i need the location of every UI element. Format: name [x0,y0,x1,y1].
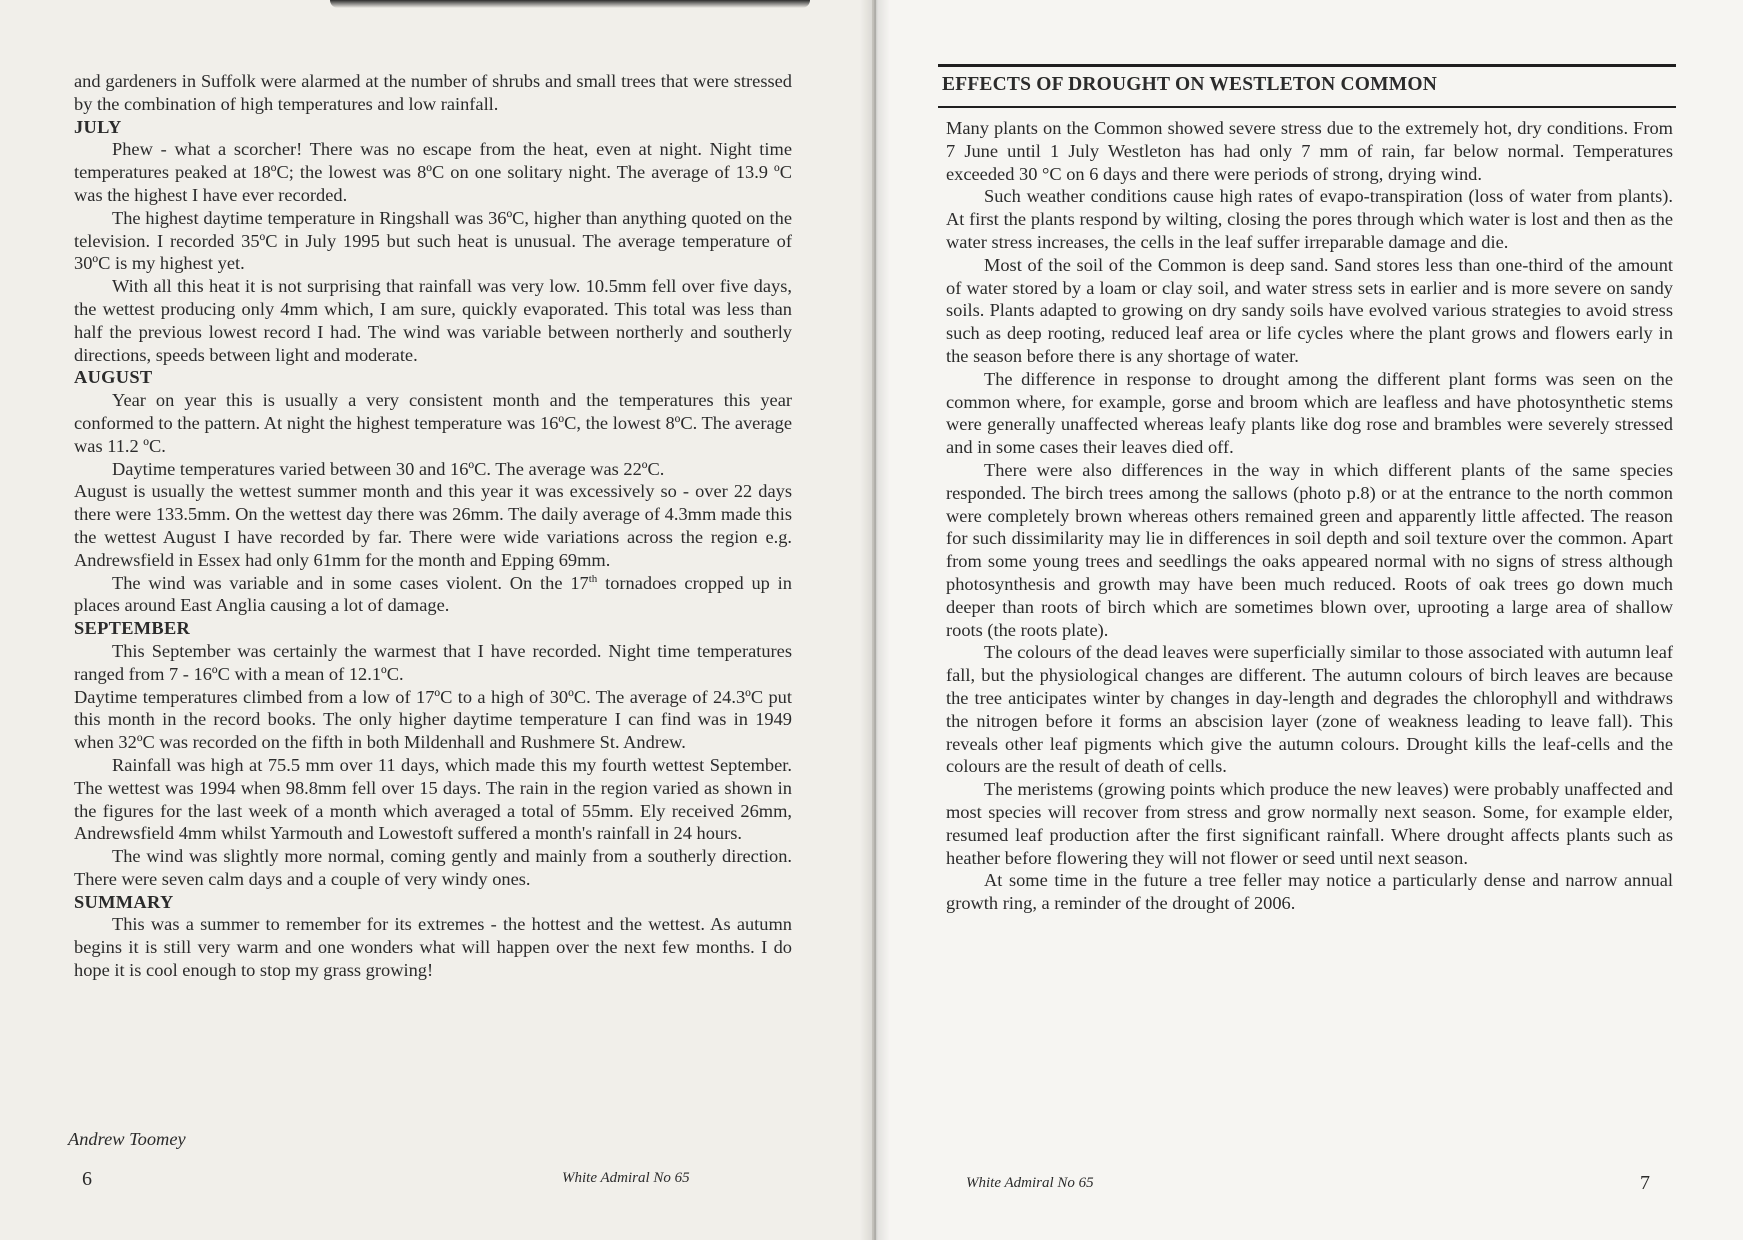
body-paragraph: The wind was slightly more normal, coming gently and mainly from a southerly direction. There were seven calm days and a couple of very windy ones. [74,846,792,889]
body-paragraph: This September was certainly the warmest that I have recorded. Night time temperatures ranged from 7 - 16ºC with a mean of 12.1ºC. [74,640,792,684]
section-heading: JULY [74,116,122,137]
body-paragraph: With all this heat it is not surprising that rainfall was very low. 10.5mm fell over five days, the wettest producing only 4mm which, I am sure, quickly evaporated. This total was less than half the previous lowest record I had. The wind was variable between northerly and southerly directions, speeds between light and moderate. [74,276,792,365]
body-paragraph: and gardeners in Suffolk were alarmed at the number of shrubs and small trees that were stressed by the combination of high temperatures and low rainfall. [74,71,792,114]
journal-footer-left: White Admiral No 65 [562,1170,690,1186]
article-title: EFFECTS OF DROUGHT ON WESTLETON COMMON [942,74,1437,95]
body-paragraph: Many plants on the Common showed severe stress due to the extremely hot, dry conditions. From 7 June until 1 July Westleton has had only 7 mm of rain, far below normal. Temperatures exceeded 30 °C on 6 days and there were periods of strong, drying wind. [946,118,1673,184]
page-number-right: 7 [1640,1172,1650,1194]
body-paragraph: Daytime temperatures varied between 30 and 16ºC. The average was 22ºC. [112,458,665,479]
book-gutter [860,0,890,1240]
body-paragraph: This was a summer to remember for its extremes - the hottest and the wettest. As autumn begins it is still very warm and one wonders what will happen over the next few months. I do hope it is cool enough to stop my grass growing! [74,914,792,981]
page-number-left: 6 [82,1168,92,1190]
title-rule-top [938,64,1676,67]
body-paragraph: Such weather conditions cause high rates of evapo-transpiration (loss of water from plants). At first the plants respond by wilting, closing the pores through which water is lost and then as the water stress increases, the cells in the leaf suffer irreparable damage and die. [946,186,1673,252]
body-paragraph: Most of the soil of the Common is deep sand. Sand stores less than one-third of the amount of water stored by a loam or clay soil, and water stress sets in earlier and is more severe on sandy soils. Plants adapted to growing on dry sandy soils have evolved various strategies to avoid stress such as deep rooting, reduced leaf area or life cycles where the plant grows and flowers early in the season before there is any shortage of water. [946,254,1673,366]
body-paragraph: Rainfall was high at 75.5 mm over 11 days, which made this my fourth wettest September. The wettest was 1994 when 98.8mm fell over 15 days. The rain in the region varied as shown in the figures for the last week of a month which averaged a total of 55mm. Ely received 26mm, Andrewsfield 4mm whilst Yarmouth and Lowestoft suffered a month's rainfall in 24 hours. [74,754,792,844]
body-paragraph: Phew - what a scorcher! There was no escape from the heat, even at night. Night time temperatures peaked at 18ºC; the lowest was 8ºC on one solitary night. The average of 13.9 ºC was the highest I have ever recorded. [74,139,792,205]
journal-footer-right: White Admiral No 65 [966,1175,1094,1191]
right-article-body [946,117,1673,915]
section-heading: AUGUST [74,367,153,388]
body-paragraph: The highest daytime temperature in Ringshall was 36ºC, higher than anything quoted on the television. I recorded 35ºC in July 1995 but such heat is unusual. The average temperature of 30ºC is my highest yet. [74,207,792,274]
ordinal-suffix: th [588,572,598,585]
right-page [876,0,1743,1240]
body-paragraph: At some time in the future a tree feller may notice a particularly dense and narrow annual growth ring, a reminder of the drought of 2006. [946,870,1673,914]
title-rule-bottom [938,106,1676,108]
body-paragraph: The difference in response to drought among the different plant forms was seen on the common where, for example, gorse and broom which are leafless and have photosynthetic stems were generally unaffected whereas leafy plants like dog rose and brambles were severely stressed and in some cases their leaves died off. [946,368,1673,458]
body-paragraph: Year on year this is usually a very consistent month and the temperatures this year conformed to the pattern. At night the highest temperature was 16ºC, the lowest 8ºC. The average was 11.2 ºC. [74,390,792,456]
scan-shadow [330,0,810,8]
body-paragraph: The wind was variable and in some cases violent. On the 17th tornadoes cropped up in places around East Anglia causing a lot of damage. [74,572,792,616]
body-paragraph: The colours of the dead leaves were superficially similar to those associated with autumn leaf fall, but the physiological changes are different. The autumn colours of birch leaves are because the tree anticipates winter by changes in day-length and degrades the chlorophyll and withdraws the nitrogen before it forms an abscision layer (zone of weakness leading to leave fall). This reveals other leaf pigments which give the autumn colours. Drought kills the leaf-cells and the colours are the result of death of cells. [946,642,1673,777]
body-paragraph: August is usually the wettest summer month and this year it was excessively so - over 22 days there were 133.5mm. On the wettest day there was 26mm. The daily average of 4.3mm made this the wettest August I have recorded by far. There were wide variations across the region e.g. Andrewsfield in Essex had only 61mm for the month and Epping 69mm. [74,481,792,570]
body-paragraph: There were also differences in the way in which different plants of the same species responded. The birch trees among the sallows (photo p.8) or at the entrance to the north common were completely brown whereas others remained green and apparently little affected. The reason for such dissimilarity may lie in differences in soil depth and soil texture over the common. Apart from some young trees and seedlings the oaks appeared normal with no signs of stress although photosynthesis and growth may have been much reduced. Roots of oak trees go down much deeper than roots of birch which are sometimes blown over, uprooting a large area of shallow roots (the roots plate). [946,459,1673,640]
left-article-body [74,70,792,982]
section-heading: SUMMARY [74,891,174,912]
body-paragraph: Daytime temperatures climbed from a low of 17ºC to a high of 30ºC. The average of 24.3ºC put this month in the record books. The only higher daytime temperature I can find was in 1949 when 32ºC was recorded on the fifth in both Mildenhall and Rushmere St. Andrew. [74,686,792,753]
body-paragraph: The meristems (growing points which produce the new leaves) were probably unaffected and most species will recover from stress and grow normally next season. Some, for example elder, resumed leaf production after the first significant rainfall. Where drought affects plants such as heather before flowering they will not flower or seed until next season. [946,779,1673,868]
section-heading: SEPTEMBER [74,618,191,639]
author-signature: Andrew Toomey [68,1129,186,1149]
